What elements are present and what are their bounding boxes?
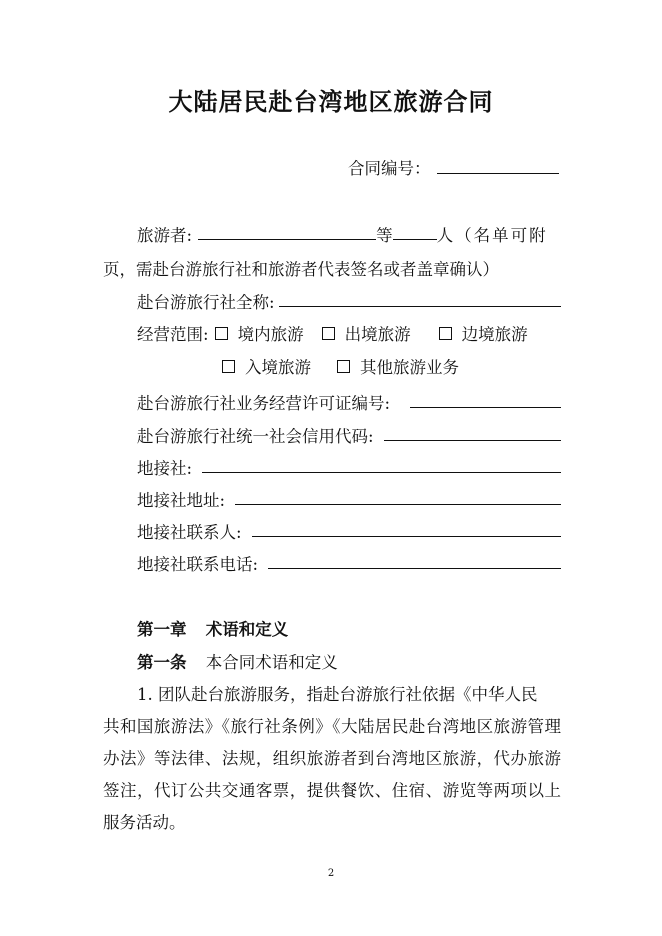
scope-option-domestic[interactable] (215, 321, 304, 345)
local-agency-address-label: 地接社地址: (137, 491, 226, 510)
scope-option-other[interactable] (337, 354, 459, 378)
article-title: 本合同术语和定义 (205, 653, 338, 672)
credit-code-label: 赴台游旅行社统一社会信用代码: (137, 427, 374, 446)
local-agency-contact-row (137, 515, 561, 543)
agency-name-label: 赴台游旅行社全称: (137, 293, 275, 312)
contract-number-label: 合同编号： (348, 159, 431, 178)
chapter-heading (137, 616, 288, 640)
local-agency-contact-label: 地接社联系人: (137, 523, 242, 542)
document-title: 大陆居民赴台湾地区旅游合同 (168, 87, 494, 116)
license-label: 赴台游旅行社业务经营许可证编号: (137, 394, 391, 413)
checkbox-icon[interactable] (222, 360, 235, 373)
scope-option-outbound[interactable] (322, 321, 411, 345)
travelers-label: 旅游者: (137, 226, 193, 245)
agency-name-row (137, 285, 561, 313)
travelers-name-field[interactable] (198, 238, 376, 240)
local-agency-field[interactable] (202, 471, 561, 473)
article-number: 第一条 (137, 653, 187, 672)
travelers-row (137, 218, 561, 246)
local-agency-phone-label: 地接社联系电话: (137, 555, 259, 574)
scope-row-1 (137, 317, 561, 345)
credit-code-row (137, 419, 561, 447)
credit-code-field[interactable] (384, 439, 561, 441)
option-label: 其他旅游业务 (360, 358, 459, 377)
local-agency-contact-field[interactable] (252, 535, 561, 537)
chapter-title: 术语和定义 (205, 620, 289, 639)
checkbox-icon[interactable] (337, 360, 350, 373)
local-agency-phone-row (137, 547, 561, 575)
contract-number-field[interactable] (437, 173, 559, 174)
scope-option-inbound[interactable] (222, 354, 311, 378)
contract-number-row (348, 155, 559, 179)
chapter-number: 第一章 (137, 620, 187, 639)
option-label: 境内旅游 (237, 325, 304, 344)
scope-row-2 (222, 350, 561, 378)
clause-1-body: 共和国旅游法》《旅行社条例》《大陆居民赴台湾地区旅游管理办法》等法律、法规，组织旅游者到台湾地区旅游，代办旅游签注，代订公共交通客票，提供餐饮、住宿、游览等两项以上服务活动。 (103, 717, 561, 832)
local-agency-label: 地接社: (137, 459, 193, 478)
checkbox-icon[interactable] (322, 327, 335, 340)
option-label: 入境旅游 (245, 358, 311, 377)
travelers-continuation (103, 252, 561, 280)
clause-1-first-line: 1. 团队赴台旅游服务，指赴台游旅行社依据《中华人民 (137, 685, 538, 704)
license-field[interactable] (410, 406, 561, 408)
travelers-suffix-text: 人（名单可附 (436, 226, 548, 245)
checkbox-icon[interactable] (439, 327, 452, 340)
local-agency-phone-field[interactable] (268, 567, 561, 569)
local-agency-address-row (137, 483, 561, 511)
travelers-mid-text: 等 (376, 226, 393, 245)
travelers-count-field[interactable] (393, 238, 437, 240)
checkbox-icon[interactable] (215, 327, 228, 340)
scope-label: 经营范围: (137, 325, 209, 344)
local-agency-address-field[interactable] (235, 503, 561, 505)
option-label: 出境旅游 (344, 325, 411, 344)
option-label: 边境旅游 (461, 325, 528, 344)
page-number: 2 (327, 868, 335, 879)
travelers-note: 页，需赴台游旅行社和旅游者代表签名或者盖章确认） (103, 260, 499, 279)
local-agency-row (137, 451, 561, 479)
article-heading (137, 649, 338, 673)
scope-option-border[interactable] (439, 321, 528, 345)
license-row (137, 386, 561, 414)
agency-name-field[interactable] (279, 305, 561, 307)
